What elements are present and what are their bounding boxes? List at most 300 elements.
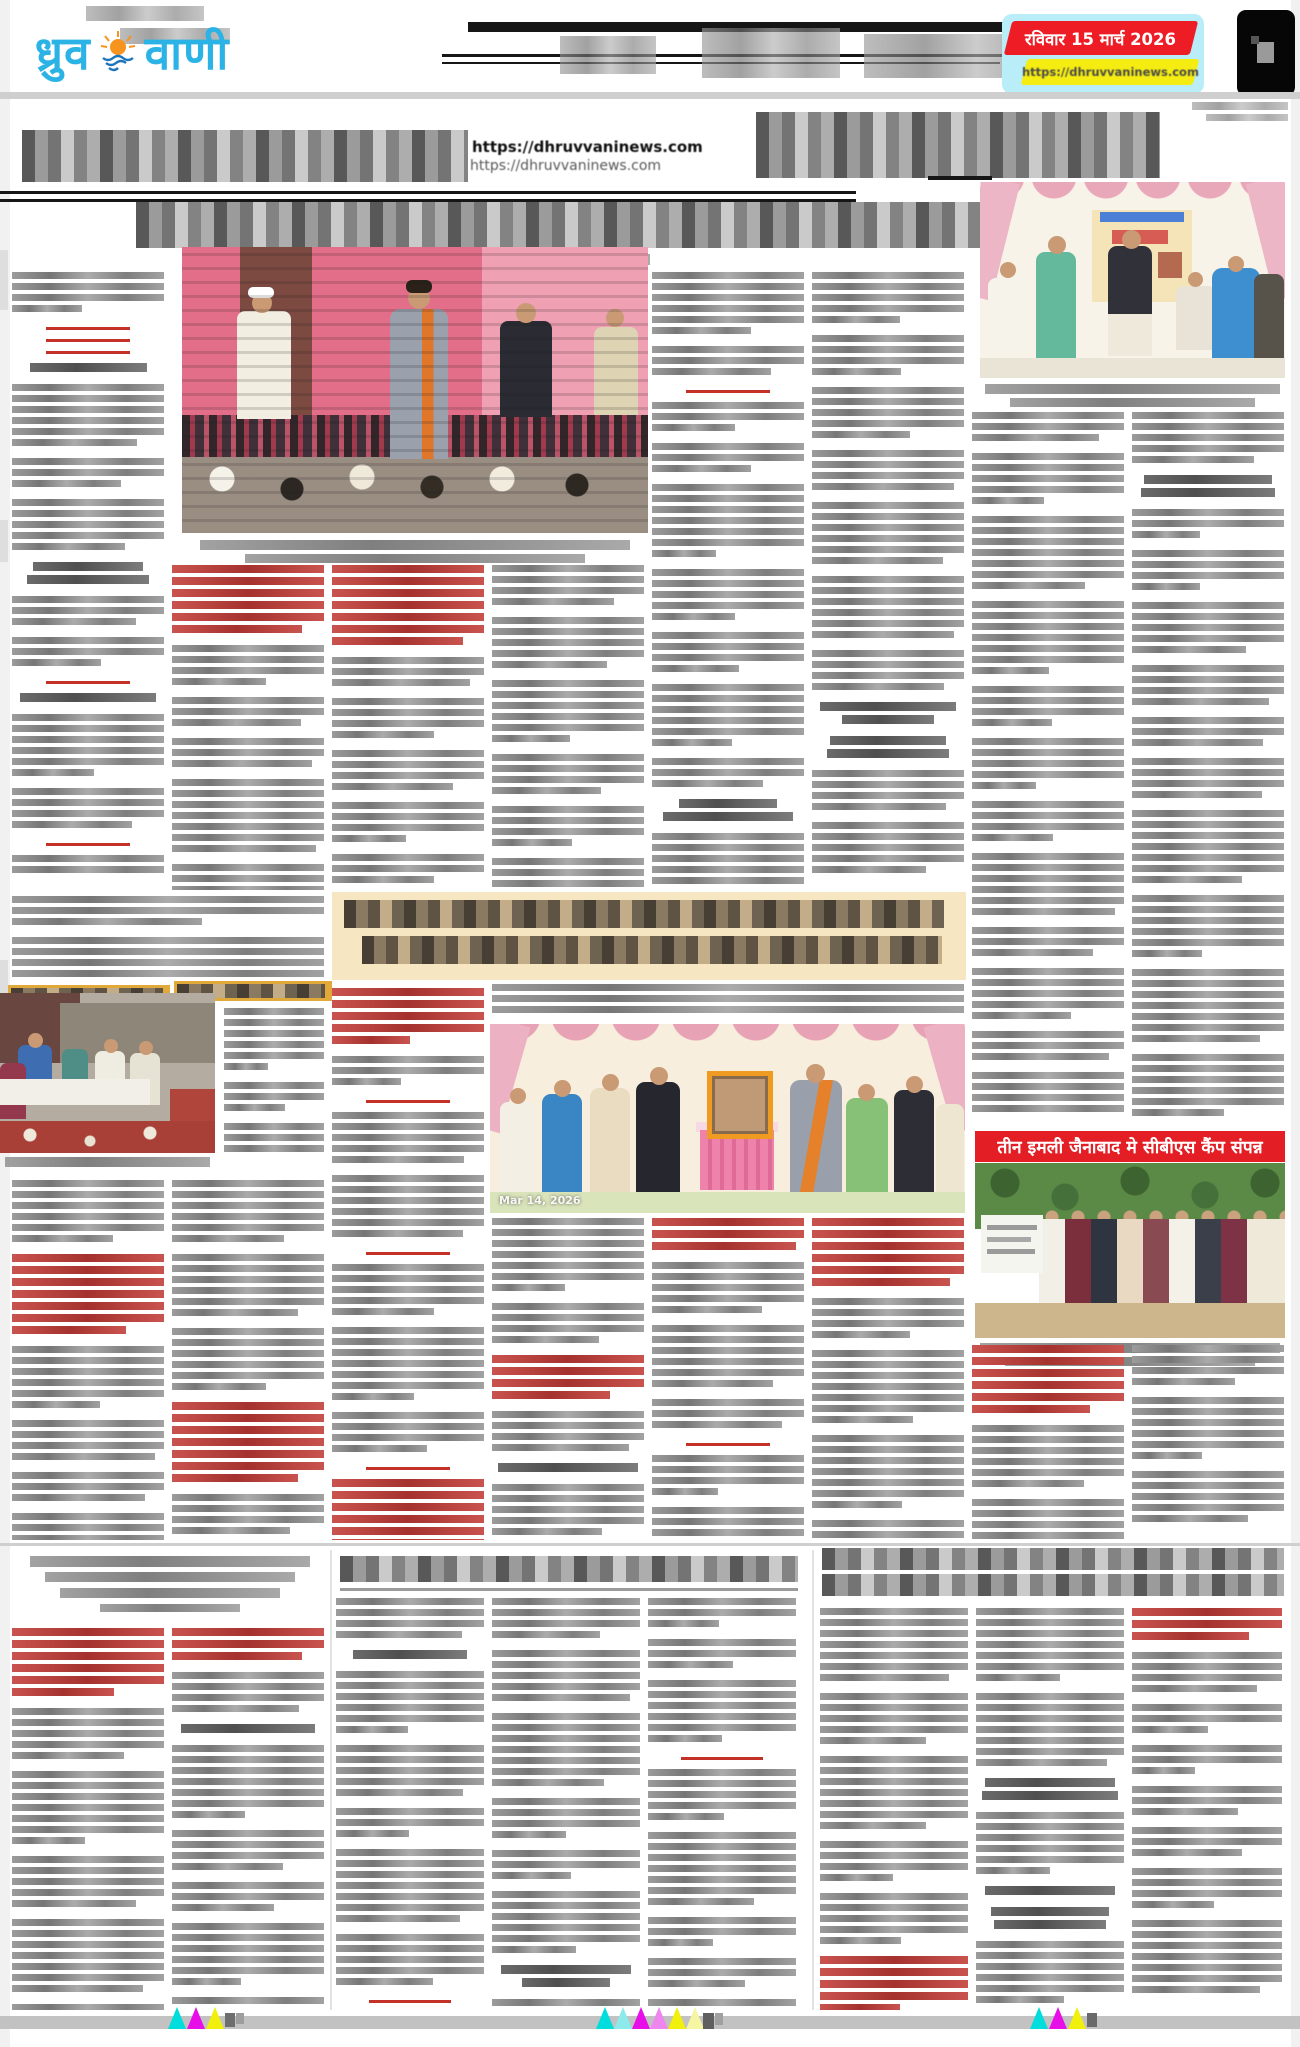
blurred-text-line bbox=[492, 1850, 640, 1857]
paragraph-gap bbox=[652, 379, 804, 387]
blurred-text-line bbox=[820, 1968, 968, 1976]
blurred-text-line bbox=[652, 1218, 804, 1226]
paragraph-gap bbox=[1132, 750, 1284, 758]
paragraph-gap bbox=[12, 1505, 164, 1513]
blurred-text-line bbox=[820, 1756, 968, 1763]
blurred-text-line bbox=[812, 1394, 964, 1401]
blurred-text-line bbox=[172, 1694, 324, 1701]
blurred-text-line bbox=[812, 609, 964, 616]
blurred-text-line bbox=[172, 1213, 324, 1220]
blurred-text-line bbox=[492, 869, 644, 876]
blurred-text-line bbox=[1132, 1942, 1282, 1949]
blurred-text-line bbox=[972, 1447, 1124, 1454]
blurred-text-line bbox=[972, 434, 1099, 441]
blurred-text-line bbox=[172, 697, 324, 704]
blurred-text-line bbox=[648, 1843, 796, 1850]
photo-felicitation-event bbox=[980, 182, 1285, 378]
blurred-text-line bbox=[972, 1480, 1084, 1487]
blurred-text-line bbox=[332, 613, 484, 621]
blurred-text-line bbox=[1132, 613, 1284, 620]
blurred-text-line bbox=[1132, 1964, 1282, 1971]
blurred-text-line bbox=[172, 875, 324, 882]
blurred-text-line bbox=[972, 1345, 1124, 1353]
blurred-text-line bbox=[1132, 1065, 1284, 1072]
blurred-text-line bbox=[332, 1208, 484, 1215]
blurred-text-line bbox=[812, 1242, 964, 1250]
blurred-text-line bbox=[652, 1369, 804, 1376]
blurred-text-line bbox=[972, 1042, 1124, 1049]
blurred-text-line bbox=[12, 458, 164, 465]
blurred-text-line bbox=[1132, 572, 1284, 579]
blurred-text-line bbox=[172, 1450, 324, 1458]
paragraph-gap bbox=[972, 730, 1124, 738]
blurred-text-line bbox=[492, 828, 644, 835]
blurred-text-line bbox=[972, 801, 1124, 808]
person-black-coat bbox=[1108, 246, 1152, 356]
blurred-text-line bbox=[820, 1663, 968, 1670]
blurred-text-line bbox=[812, 770, 964, 777]
blurred-text-line bbox=[976, 1759, 1107, 1766]
blurred-text-line bbox=[652, 654, 804, 661]
blurred-text-line bbox=[812, 524, 964, 531]
blurred-text-line bbox=[172, 1516, 324, 1523]
blurred-text-line bbox=[172, 845, 316, 852]
article-column bbox=[1132, 412, 1284, 1124]
blurred-text-line bbox=[820, 1737, 926, 1744]
blurred-text-line bbox=[652, 316, 804, 323]
paragraph-gap bbox=[172, 1915, 324, 1923]
banner-photo bbox=[1158, 252, 1182, 278]
blurred-text-line bbox=[1132, 676, 1284, 683]
blurred-text-line bbox=[972, 990, 1124, 997]
blurred-text-line bbox=[1132, 1931, 1282, 1938]
blurred-text-line bbox=[1132, 728, 1284, 735]
blurred-text-line bbox=[172, 1254, 324, 1261]
article-column bbox=[1132, 1345, 1284, 1542]
blurred-subhead-line bbox=[33, 562, 144, 571]
blurred-subhead-line bbox=[522, 1978, 611, 1987]
blurred-text-line bbox=[332, 1360, 484, 1367]
red-separator bbox=[46, 843, 130, 846]
paragraph-gap bbox=[812, 694, 964, 702]
article-column bbox=[332, 565, 484, 890]
blurred-text-line bbox=[12, 417, 164, 424]
blurred-text-line bbox=[652, 1284, 804, 1291]
blurred-text-line bbox=[976, 1652, 1124, 1659]
blurred-text-line bbox=[1132, 624, 1284, 631]
blurred-text-line bbox=[332, 1515, 484, 1523]
blurred-text-line bbox=[12, 543, 125, 550]
blurred-subhead-line bbox=[827, 749, 950, 758]
blurred-text-line bbox=[492, 1757, 640, 1764]
blurred-text-line bbox=[972, 423, 1124, 430]
bottom-headline-censored bbox=[822, 1548, 1284, 1570]
blurred-text-line bbox=[492, 1713, 640, 1720]
blurred-subhead-line bbox=[20, 693, 155, 702]
paragraph-gap bbox=[492, 672, 644, 680]
blurred-text-line bbox=[812, 305, 964, 312]
paragraph-gap bbox=[12, 1996, 164, 2004]
ground bbox=[975, 1303, 1285, 1338]
blurred-text-line bbox=[332, 709, 484, 716]
blurred-text-line bbox=[648, 1702, 796, 1709]
blurred-text-line bbox=[332, 1423, 484, 1430]
article-column bbox=[648, 1598, 796, 2010]
blurred-text-line bbox=[1132, 1482, 1284, 1489]
blurred-text-line bbox=[492, 1661, 640, 1668]
blurred-text-line bbox=[1132, 1035, 1260, 1042]
blurred-text-line bbox=[652, 1455, 804, 1462]
blurred-text-line bbox=[972, 864, 1124, 871]
blurred-text-line bbox=[976, 1737, 1124, 1744]
paragraph-gap bbox=[336, 1642, 484, 1650]
blurred-text-line bbox=[492, 1831, 566, 1838]
blurred-text-line bbox=[1132, 791, 1262, 798]
blurred-text-line bbox=[812, 803, 946, 810]
blurred-text-line bbox=[652, 424, 735, 431]
blurred-text-line bbox=[812, 1350, 964, 1357]
paragraph-gap bbox=[1132, 887, 1284, 895]
paragraph-gap bbox=[652, 476, 804, 484]
article-column bbox=[12, 272, 164, 890]
blurred-text-line bbox=[172, 823, 324, 830]
blurred-text-line bbox=[820, 1926, 968, 1933]
blurred-text-line bbox=[492, 1325, 644, 1332]
blurred-text-line bbox=[12, 1368, 164, 1375]
blurred-text-line bbox=[648, 1713, 796, 1720]
person-blue-shawl bbox=[1212, 268, 1260, 360]
blurred-text-line bbox=[12, 1401, 100, 1408]
blurred-text-line bbox=[652, 739, 732, 746]
blurred-text-line bbox=[972, 645, 1124, 652]
paragraph-gap bbox=[812, 1427, 964, 1435]
headline-overlay-url: https://dhruvvaninews.com bbox=[472, 138, 703, 156]
blurred-text-line bbox=[12, 725, 164, 732]
blurred-text-line bbox=[976, 1748, 1124, 1755]
paragraph-gap bbox=[1132, 802, 1284, 810]
blurred-text-line bbox=[652, 613, 735, 620]
registration-square bbox=[703, 2013, 714, 2029]
paragraph-gap bbox=[648, 1950, 796, 1958]
blurred-text-line bbox=[972, 1510, 1124, 1517]
paragraph-gap bbox=[972, 845, 1124, 853]
blurred-text-line bbox=[812, 335, 964, 342]
blurred-text-line bbox=[812, 1320, 964, 1327]
blurred-text-line bbox=[820, 1822, 926, 1829]
blurred-text-line bbox=[172, 1328, 324, 1335]
blurred-text-line bbox=[652, 1230, 804, 1238]
blurred-text-line bbox=[336, 1682, 484, 1689]
blurred-text-line bbox=[172, 1778, 324, 1785]
blurred-text-line bbox=[172, 738, 324, 745]
blurred-subhead-line bbox=[679, 799, 776, 808]
blurred-text-line bbox=[12, 2004, 164, 2010]
paragraph-gap bbox=[492, 746, 644, 754]
paragraph-gap bbox=[1132, 1737, 1282, 1745]
blurred-text-line bbox=[648, 1620, 719, 1627]
blurred-text-line bbox=[1132, 876, 1242, 883]
blurred-text-line bbox=[172, 1414, 324, 1422]
paragraph-gap bbox=[648, 1909, 796, 1917]
blurred-text-line bbox=[12, 1420, 164, 1427]
paragraph-gap bbox=[492, 1017, 964, 1022]
paragraph-gap bbox=[172, 637, 324, 645]
blurred-text-line bbox=[12, 272, 164, 279]
blurred-text-line bbox=[972, 897, 1124, 904]
blurred-text-line bbox=[492, 1495, 644, 1502]
blurred-text-line bbox=[1132, 1378, 1235, 1385]
blurred-text-line bbox=[12, 1494, 145, 1501]
blurred-text-line bbox=[12, 294, 164, 301]
paragraph-gap bbox=[12, 929, 324, 937]
registration-triangle bbox=[614, 2007, 632, 2029]
blurred-text-line bbox=[492, 1924, 640, 1931]
paragraph-gap bbox=[12, 1246, 164, 1254]
blurred-text-line bbox=[820, 1937, 901, 1944]
blurred-text-line bbox=[332, 1327, 484, 1334]
blurred-text-line bbox=[820, 1956, 968, 1964]
blurred-text-line bbox=[492, 1517, 644, 1524]
blurred-text-line bbox=[972, 979, 1124, 986]
blurred-text-line bbox=[1132, 1663, 1282, 1670]
blurred-text-line bbox=[1132, 434, 1284, 441]
blurred-text-line bbox=[648, 1999, 796, 2006]
blurred-text-line bbox=[648, 1639, 796, 1646]
blurred-text-line bbox=[648, 1813, 724, 1820]
registration-triangle bbox=[650, 2007, 668, 2029]
blurred-text-line bbox=[12, 736, 164, 743]
blurred-text-line bbox=[820, 1904, 968, 1911]
blurred-text-line bbox=[648, 1735, 722, 1742]
person-head bbox=[104, 1039, 118, 1053]
blurred-text-line bbox=[492, 1913, 640, 1920]
blurred-text-line bbox=[172, 1841, 324, 1848]
blurred-subhead-line bbox=[498, 1463, 638, 1472]
blurred-text-line bbox=[652, 443, 804, 450]
blurred-text-line bbox=[332, 1275, 484, 1282]
paragraph-gap bbox=[492, 1403, 644, 1411]
blurred-text-line bbox=[648, 1917, 796, 1924]
blurred-text-line bbox=[172, 1863, 283, 1870]
blurred-text-line bbox=[332, 565, 484, 573]
blurred-text-line bbox=[332, 1371, 484, 1378]
blurred-text-line bbox=[492, 1861, 640, 1868]
blurred-text-line bbox=[12, 788, 164, 795]
paragraph-gap bbox=[12, 832, 164, 840]
paragraph-gap bbox=[492, 1991, 640, 1999]
paragraph-gap bbox=[812, 442, 964, 450]
blurred-text-line bbox=[12, 1719, 164, 1726]
article-column bbox=[336, 1598, 484, 2010]
blurred-text-line bbox=[12, 1676, 164, 1684]
paragraph-gap bbox=[652, 338, 804, 346]
blurred-text-line bbox=[820, 1652, 968, 1659]
blurred-text-line bbox=[224, 1041, 324, 1048]
red-separator bbox=[46, 351, 130, 354]
blurred-text-line bbox=[172, 1956, 324, 1963]
blurred-text-line bbox=[652, 346, 804, 353]
blurred-text-line bbox=[648, 1802, 796, 1809]
blurred-text-line bbox=[172, 1383, 266, 1390]
blurred-text-line bbox=[332, 679, 470, 686]
blurred-text-line bbox=[332, 1412, 484, 1419]
blurred-text-line bbox=[12, 1793, 164, 1800]
blurred-text-line bbox=[972, 634, 1124, 641]
registration-triangle bbox=[1068, 2007, 1086, 2029]
blurred-text-line bbox=[972, 782, 1036, 789]
blurred-text-line bbox=[976, 1996, 1064, 2003]
blurred-text-line bbox=[12, 1878, 164, 1885]
blurred-text-line bbox=[812, 781, 964, 788]
blurred-text-line bbox=[492, 1891, 640, 1898]
blurred-text-line bbox=[336, 1808, 484, 1815]
blurred-text-line bbox=[972, 623, 1124, 630]
article-column bbox=[12, 1628, 164, 2010]
blurred-text-line bbox=[976, 1715, 1124, 1722]
blurred-text-line bbox=[492, 1303, 644, 1310]
person-cream bbox=[590, 1088, 630, 1204]
blurred-text-line bbox=[652, 454, 804, 461]
blurred-text-line bbox=[172, 1505, 324, 1512]
blurred-text-line bbox=[12, 1346, 164, 1353]
blurred-text-line bbox=[812, 1531, 964, 1538]
blurred-text-line bbox=[812, 513, 964, 520]
blurred-text-line bbox=[12, 714, 164, 721]
blurred-text-line bbox=[652, 517, 804, 524]
blurred-text-line bbox=[1132, 1087, 1284, 1094]
blurred-text-line bbox=[12, 855, 164, 862]
blurred-text-line bbox=[972, 812, 1124, 819]
blurred-text-line bbox=[492, 1735, 640, 1742]
blurred-text-line bbox=[172, 1672, 324, 1679]
blurred-text-line bbox=[336, 1871, 484, 1878]
blurred-text-line bbox=[972, 1357, 1124, 1365]
blurred-text-line bbox=[492, 1240, 644, 1247]
blurred-text-line bbox=[332, 988, 484, 996]
blurred-text-line bbox=[652, 684, 804, 691]
paragraph-gap bbox=[972, 1116, 1124, 1124]
paragraph-gap bbox=[492, 1705, 640, 1713]
blurred-text-line bbox=[492, 1528, 602, 1535]
blurred-text-line bbox=[1132, 1975, 1282, 1982]
paragraph-gap bbox=[172, 2008, 324, 2010]
paragraph-gap bbox=[172, 856, 324, 864]
blurred-text-line bbox=[976, 1823, 1124, 1830]
headline-overlay-url-2: https://dhruvvaninews.com bbox=[470, 158, 662, 174]
blurred-text-line bbox=[172, 1628, 324, 1636]
photo-cbs-camp-group bbox=[975, 1163, 1285, 1338]
blurred-text-line bbox=[492, 680, 644, 687]
blurred-text-line bbox=[812, 431, 910, 438]
blurred-text-line bbox=[492, 1650, 640, 1657]
blurred-text-line bbox=[1132, 1674, 1282, 1681]
blurred-text-line bbox=[812, 420, 964, 427]
blurred-text-line bbox=[172, 1235, 284, 1242]
blurred-text-line bbox=[172, 577, 324, 585]
paragraph-gap bbox=[1132, 1696, 1282, 1704]
masthead-title-right: वाणी bbox=[144, 26, 230, 80]
blurred-text-line bbox=[172, 1789, 324, 1796]
blurred-text-line bbox=[332, 1219, 484, 1226]
blurred-text-line bbox=[224, 1030, 324, 1037]
pink-drape-swags bbox=[490, 1024, 965, 1054]
blurred-text-line bbox=[972, 738, 1124, 745]
blurred-subhead-line bbox=[985, 1778, 1115, 1787]
blurred-text-line bbox=[12, 758, 164, 765]
blurred-text-line bbox=[972, 1072, 1124, 1079]
red-carpet-floor bbox=[0, 1121, 215, 1153]
blurred-text-line bbox=[492, 628, 644, 635]
blurred-text-line bbox=[812, 294, 964, 301]
blurred-text-line bbox=[648, 1865, 796, 1872]
paragraph-gap bbox=[652, 676, 804, 684]
blurred-text-line bbox=[648, 1898, 754, 1905]
blurred-text-line bbox=[972, 486, 1124, 493]
photo-public-meeting bbox=[0, 993, 215, 1153]
person-head bbox=[906, 1076, 923, 1093]
paragraph-gap bbox=[172, 1246, 324, 1254]
blurred-text-line bbox=[492, 1422, 644, 1429]
blurred-text-line bbox=[1132, 635, 1284, 642]
blurred-text-line bbox=[972, 464, 1124, 471]
blurred-text-line bbox=[12, 1856, 164, 1863]
blurred-text-line bbox=[492, 691, 644, 698]
paragraph-gap bbox=[492, 798, 644, 806]
blurred-text-line bbox=[812, 683, 944, 690]
blurred-text-line bbox=[492, 787, 601, 794]
blurred-text-line bbox=[492, 1391, 610, 1399]
paragraph-gap bbox=[1132, 961, 1284, 969]
person-head bbox=[1122, 230, 1141, 249]
blurred-text-line bbox=[648, 1939, 713, 1946]
blurred-text-line bbox=[332, 824, 484, 831]
article-column bbox=[492, 984, 964, 1022]
blurred-text-line bbox=[972, 771, 1124, 778]
blurred-text-line bbox=[172, 1882, 324, 1889]
paragraph-gap bbox=[332, 846, 484, 854]
blurred-text-line bbox=[172, 625, 302, 633]
blurred-text-line bbox=[812, 631, 954, 638]
blurred-text-line bbox=[820, 1704, 968, 1711]
paragraph-gap bbox=[12, 1464, 164, 1472]
paragraph-gap bbox=[976, 1770, 1124, 1778]
blurred-text-line bbox=[820, 1674, 949, 1681]
blurred-text-line bbox=[652, 665, 739, 672]
blurred-text-line bbox=[820, 1778, 968, 1785]
paragraph-gap bbox=[972, 1023, 1124, 1031]
blurred-text-line bbox=[12, 607, 164, 614]
blurred-text-line bbox=[652, 866, 804, 873]
blurred-text-line bbox=[972, 834, 1053, 841]
blurred-text-line bbox=[492, 724, 644, 731]
masthead-title-left: ध्रुव bbox=[34, 26, 91, 80]
red-separator bbox=[366, 1467, 450, 1470]
blurred-text-line bbox=[652, 539, 804, 546]
blurred-text-line bbox=[12, 1302, 164, 1310]
blurred-text-line bbox=[812, 822, 964, 829]
paragraph-gap bbox=[652, 1432, 804, 1440]
section-divider bbox=[0, 1543, 1300, 1546]
blurred-text-line bbox=[12, 1442, 164, 1449]
blurred-text-line bbox=[812, 502, 964, 509]
blurred-text-line bbox=[652, 550, 716, 557]
blurred-text-line bbox=[972, 886, 1124, 893]
blurred-text-line bbox=[12, 1390, 164, 1397]
bottom-headline-blur bbox=[60, 1588, 280, 1598]
paragraph-gap bbox=[820, 1885, 968, 1893]
blurred-text-line bbox=[172, 645, 324, 652]
blurred-text-line bbox=[976, 1974, 1124, 1981]
